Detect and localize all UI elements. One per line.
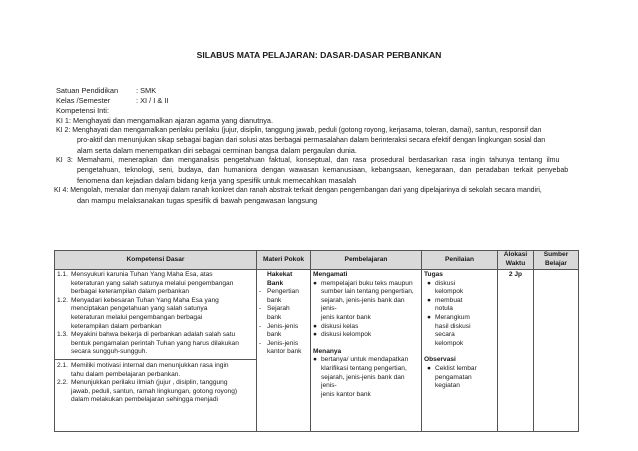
pembelajaran-line: klarifikasi tentang pengertian,: [321, 364, 407, 372]
dash-bullet: -: [259, 288, 262, 296]
penilaian-line: membuat: [435, 296, 463, 304]
penilaian-line: Ceklist lembar: [435, 364, 477, 372]
kompetensi-inti-label: Kompetensi Inti:: [56, 106, 109, 115]
penilaian-item: [424, 280, 495, 297]
kd-line: dalam melakukan pembelajaran sehingga menjadi: [71, 396, 218, 404]
penilaian-line: hasil diskusi: [435, 322, 471, 330]
header-penilaian: Penilaian: [422, 251, 498, 270]
penilaian-item: [424, 365, 495, 391]
kd-cell: [55, 270, 257, 432]
pembelajaran-item: [313, 356, 419, 399]
kd-number: 1.2.: [57, 296, 68, 304]
kd-line: keteraturan yang salah satunya melalui pengembangan: [71, 279, 234, 287]
materi-line: bank: [267, 331, 282, 339]
dash-bullet: -: [259, 305, 262, 313]
header-pembelajaran: Pembelajaran: [311, 251, 422, 270]
penilaian-item: [424, 314, 495, 348]
penilaian-line: Merangkum: [435, 313, 470, 321]
kd-item: [57, 331, 254, 357]
pembelajaran-cell: [311, 270, 422, 432]
materi-item: [259, 305, 308, 322]
pembelajaran-line: bertanya/ untuk mendapatkan: [321, 356, 409, 364]
materi-line: Pengertian: [267, 288, 299, 296]
pembelajaran-line: sejarah, jenis-jenis bank dan jenis-: [321, 296, 405, 313]
kd-line: Mensyukuri karunia Tuhan Yang Maha Esa, atas: [71, 271, 213, 278]
dash-bullet: -: [259, 339, 262, 347]
kd-line: menciptakan pengetahuan yang salah satunya: [71, 305, 208, 313]
kd-line: tahu dalam pembelajaran perbankan.: [71, 370, 181, 378]
materi-line: kantor bank: [267, 348, 302, 356]
kd-line: Menyadari kebesaran Tuhan Yang Maha Esa yang: [71, 296, 219, 304]
meta-value: : SMK: [136, 86, 157, 95]
table-row: [55, 270, 579, 432]
kd-number: 1.3.: [57, 331, 68, 339]
materi-line: bank: [267, 313, 282, 321]
bullet-dot-icon: ●: [313, 356, 317, 364]
ki-line: KI 1: Menghayati dan mengamalkan ajaran agama yang dianutnya.: [56, 116, 274, 125]
header-alokasi-waktu: Alokasi Waktu: [498, 251, 534, 270]
pembelajaran-line: jenis kantor bank: [321, 313, 371, 321]
meta-value: : XI / I & II: [136, 96, 169, 105]
pembelajaran-line: diskusi kelas: [321, 322, 359, 330]
kd-number: 1.1.: [57, 271, 68, 278]
kd-item: [57, 379, 254, 405]
ki-line: KI 4: Mengolah, menalar dan menyaji dalam ranah konkret dan ranah abstrak terkait dengan pengembangan dari yang dipelajarinya di sekolah secara mandiri,: [54, 187, 542, 194]
penilaian-line: kegiatan: [435, 382, 460, 390]
kd-line: bentuk pengamalan perintah Tuhan yang harus dilakukan: [71, 339, 239, 347]
kd-item: [57, 297, 254, 331]
penilaian-cell: [422, 270, 498, 432]
kd-line: secara sungguh-sungguh.: [71, 348, 148, 356]
kd-item: [57, 362, 254, 379]
bullet-dot-icon: ●: [313, 331, 317, 339]
kd-item: [57, 271, 254, 297]
header-kompetensi-dasar: Kompetensi Dasar: [55, 251, 257, 270]
kd-line: Meyakini bahwa bekerja di perbankan adalah salah satu: [71, 331, 236, 339]
penilaian-line: pengamatan: [435, 373, 472, 381]
kd-line: keterampilan dalam perbankan: [71, 322, 162, 330]
pembelajaran-line: jenis kantor bank: [321, 390, 371, 398]
kd-line: berbagai keterampilan dalam perbankan: [71, 288, 190, 296]
header-sumber-belajar: Sumber Belajar: [534, 251, 579, 270]
bullet-dot-icon: ●: [313, 322, 317, 330]
mengamati-label: Mengamati: [313, 271, 348, 278]
ki-line: dan mampu melaksanakan tugas spesifik di bawah pengawasan langsung: [77, 196, 318, 205]
materi-heading: Bank: [267, 279, 284, 287]
ki-line: pro-aktif dan menunjukan sikap sebagai bagian dari solusi atas berbagai permasalahan dalam berinteraksi secara efektif dengan lingkungan sosial dan: [77, 137, 546, 144]
ki-line: KI 3: Memahami, menerapkan dan menganalisis pengetahuan faktual, konseptual, dan rasa prosedural berdasarkan rasa ingin tahunya tentang ilmu: [56, 157, 560, 164]
kd-text: [71, 362, 254, 379]
penilaian-line: secara: [435, 331, 455, 339]
kd-text: [71, 379, 254, 405]
table-header-row: [55, 251, 579, 270]
pembelajaran-line: mempelajari buku teks maupun: [321, 279, 413, 287]
kd-number: 2.2.: [57, 379, 68, 387]
ki-line: pengetahuan, teknologi, seni, budaya, dan humaniora dengan wawasan kemanusiaan, kebangsaan, kenegaraan, dan peradaban terkait penyebab: [77, 167, 569, 174]
bullet-dot-icon: ●: [427, 296, 431, 304]
kd-line: Menunjukkan perilaku ilmiah (jujur , disiplin, tanggung: [71, 379, 228, 387]
page-title: SILABUS MATA PELAJARAN: DASAR-DASAR PERBANKAN: [196, 50, 442, 60]
penilaian-line: kelompok: [435, 288, 464, 296]
meta-key: Satuan Pendidikan: [56, 86, 119, 95]
penilaian-line: diskusi: [435, 279, 456, 287]
pembelajaran-item: [313, 323, 419, 332]
meta-key: Kelas /Semester: [56, 96, 111, 105]
header-materi-pokok: Materi Pokok: [257, 251, 311, 270]
bullet-dot-icon: ●: [427, 364, 431, 372]
penilaian-line: kelompok: [435, 339, 464, 347]
ki-line: fenomena dan kejadian dalam bidang kerja yang spesifik untuk memecahkan masalah: [77, 176, 357, 185]
kd-text: [71, 297, 254, 331]
alokasi-cell: 2 Jp: [498, 270, 534, 432]
pembelajaran-item: [313, 331, 419, 340]
materi-line: Jenis-jenis: [267, 322, 299, 330]
ki-line: alam serta dalam menempatkan diri sebagai cerminan bangsa dalam pergaulan dunia.: [77, 146, 357, 155]
syllabus-table: [54, 250, 579, 432]
materi-line: Jenis-jenis: [267, 339, 299, 347]
bullet-dot-icon: ●: [313, 279, 317, 287]
kd-text: [71, 271, 254, 297]
materi-line: bank: [267, 296, 282, 304]
sumber-cell: [534, 270, 579, 432]
pembelajaran-line: sumber lain tentang pengertian,: [321, 288, 414, 296]
materi-pokok-cell: [257, 270, 311, 432]
meta-satuan: [56, 86, 156, 96]
kd-text: [71, 331, 254, 357]
materi-item: [259, 288, 308, 305]
dash-bullet: -: [259, 322, 262, 330]
kd-line: keteraturan melalui pengembangan berbagai: [71, 313, 203, 321]
observasi-label: Observasi: [424, 356, 456, 364]
ki-line: KI 2: Menghayati dan mengamalkan perilaku perilaku (jujur, disiplin, tanggung jawab, peduli (gotong royong, kerjasama, toleran, damai), santun, responsif dan: [56, 127, 542, 134]
kd-line: Memiliki motivasi internal dan menunjukkan rasa ingin: [71, 361, 229, 369]
materi-item: [259, 323, 308, 340]
materi-item: [259, 340, 308, 357]
pembelajaran-line: sejarah, jenis-jenis bank dan jenis-: [321, 373, 405, 390]
pembelajaran-item: [313, 280, 419, 323]
materi-line: Sejarah: [267, 305, 290, 313]
materi-heading: Hakekat: [267, 271, 293, 278]
penilaian-line: notula: [435, 305, 453, 313]
bullet-dot-icon: ●: [427, 313, 431, 321]
meta-kelas: [56, 96, 168, 106]
tugas-label: Tugas: [424, 271, 443, 278]
menanya-label: Menanya: [313, 347, 342, 355]
kd-number: 2.1.: [57, 361, 68, 369]
kd-line: jawab, peduli, santun, ramah lingkungan, gotong royong): [71, 387, 238, 395]
kd-group-divider: [55, 359, 256, 360]
pembelajaran-line: diskusi kelompok: [321, 331, 372, 339]
bullet-dot-icon: ●: [427, 279, 431, 287]
penilaian-item: [424, 297, 495, 314]
